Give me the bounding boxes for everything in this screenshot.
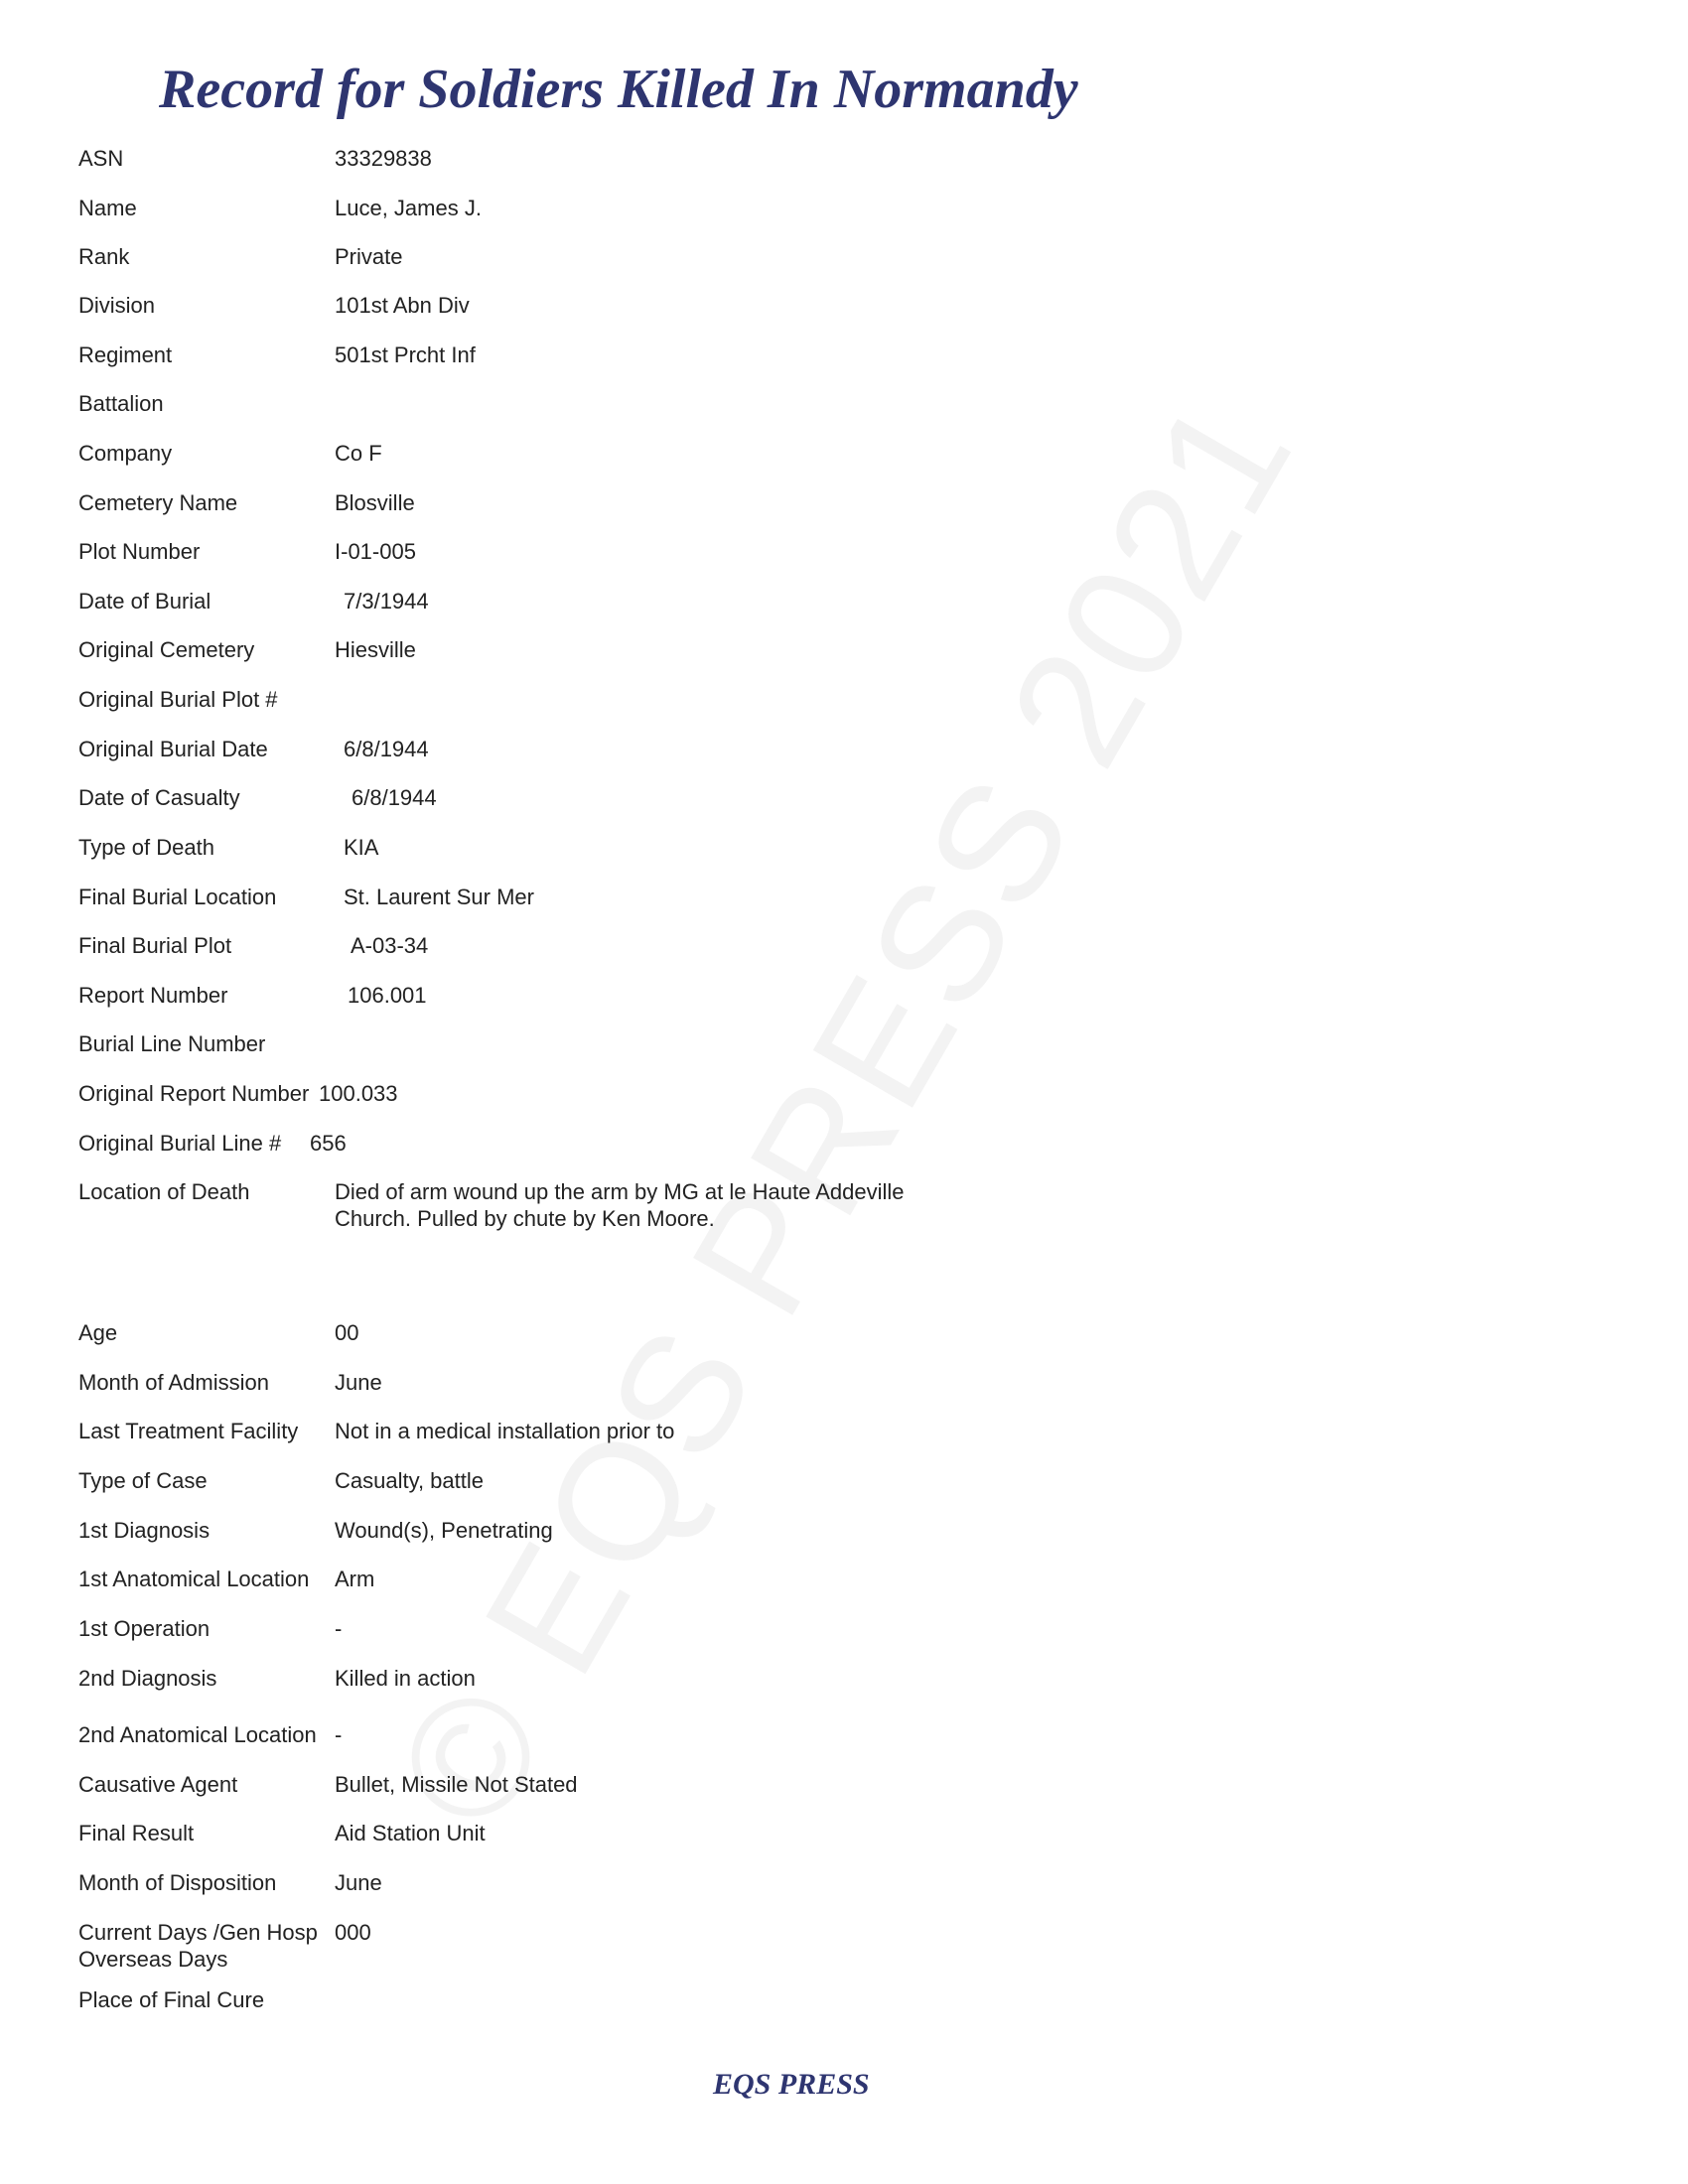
- field-value: Not in a medical installation prior to: [335, 1419, 675, 1443]
- field-label: 1st Operation: [78, 1616, 211, 1641]
- page-title: Record for Soldiers Killed In Normandy: [159, 59, 1078, 120]
- field-location-of-death: [0, 1178, 993, 1268]
- field-name: [0, 195, 993, 240]
- field-value: Arm: [335, 1567, 375, 1591]
- field-label: Division: [78, 293, 156, 318]
- field-label: Location of Death: [78, 1179, 250, 1204]
- field-report-number: [0, 982, 993, 1027]
- field-value: Blosville: [335, 490, 415, 515]
- field-value: 6/8/1944: [352, 785, 437, 810]
- field-label: Original Cemetery: [78, 637, 255, 662]
- field-value: Died of arm wound up the arm by MG at le Haute Addeville Church. Pulled by chute by Ken Moore.: [335, 1179, 905, 1231]
- field-original-burial-plot: [0, 686, 993, 732]
- field-regiment: [0, 341, 993, 387]
- field-place-of-final-cure: [0, 1986, 993, 2032]
- field-label: 1st Anatomical Location: [78, 1567, 310, 1591]
- field-original-report-number: [0, 1080, 993, 1126]
- field-value: 100.033: [319, 1081, 398, 1106]
- field-label: Plot Number: [78, 539, 201, 564]
- field-value: Co F: [335, 441, 382, 466]
- field-value: I-01-005: [335, 539, 416, 564]
- field-label: Final Burial Location: [78, 885, 277, 909]
- field-value: Wound(s), Penetrating: [335, 1518, 553, 1543]
- field-label: Current Days /Gen Hosp Overseas Days: [78, 1920, 318, 1972]
- field-value: 106.001: [348, 983, 427, 1008]
- field-label: Company: [78, 441, 173, 466]
- field-first-anatomical-location: [0, 1566, 993, 1611]
- field-value: Casualty, battle: [335, 1468, 485, 1493]
- field-value: 101st Abn Div: [335, 293, 470, 318]
- field-label: Final Result: [78, 1821, 195, 1845]
- field-month-of-disposition: [0, 1869, 993, 1915]
- field-last-treatment-facility: [0, 1418, 993, 1463]
- field-label: Original Burial Date: [78, 737, 268, 761]
- field-asn: [0, 145, 993, 191]
- field-label: Last Treatment Facility: [78, 1419, 299, 1443]
- field-value: -: [335, 1722, 343, 1747]
- field-value: -: [335, 1616, 343, 1641]
- field-value: Killed in action: [335, 1666, 476, 1691]
- field-label: Date of Casualty: [78, 785, 240, 810]
- field-label: Burial Line Number: [78, 1031, 266, 1056]
- field-value: 501st Prcht Inf: [335, 342, 476, 367]
- field-date-of-burial: [0, 588, 993, 633]
- field-value: Luce, James J.: [335, 196, 482, 220]
- field-label: Original Report Number: [78, 1081, 310, 1106]
- field-value: Private: [335, 244, 403, 269]
- field-value: 7/3/1944: [344, 589, 429, 614]
- field-value: 656: [310, 1131, 347, 1156]
- field-label: 2nd Diagnosis: [78, 1666, 217, 1691]
- field-rank: [0, 243, 993, 289]
- field-original-cemetery: [0, 636, 993, 682]
- field-label: ASN: [78, 146, 124, 171]
- field-company: [0, 440, 993, 485]
- field-label: Rank: [78, 244, 130, 269]
- field-value: 00: [335, 1320, 359, 1345]
- field-type-of-case: [0, 1467, 993, 1513]
- field-value: A-03-34: [351, 933, 429, 958]
- field-value: Aid Station Unit: [335, 1821, 486, 1845]
- field-original-burial-date: [0, 736, 993, 781]
- field-division: [0, 292, 993, 338]
- field-label: Final Burial Plot: [78, 933, 232, 958]
- field-type-of-death: [0, 834, 993, 880]
- field-label: Name: [78, 196, 137, 220]
- field-label: Original Burial Plot #: [78, 687, 278, 712]
- field-final-burial-plot: [0, 932, 993, 978]
- field-label: Type of Case: [78, 1468, 208, 1493]
- field-label: Type of Death: [78, 835, 214, 860]
- field-value: Hiesville: [335, 637, 416, 662]
- field-label: Date of Burial: [78, 589, 211, 614]
- field-first-operation: [0, 1615, 993, 1661]
- footer-publisher: EQS PRESS: [713, 2068, 870, 2101]
- field-value: 33329838: [335, 146, 432, 171]
- field-age: [0, 1319, 993, 1365]
- field-label: 2nd Anatomical Location: [78, 1722, 317, 1747]
- field-cemetery-name: [0, 489, 993, 535]
- field-label: Month of Admission: [78, 1370, 269, 1395]
- field-label: Regiment: [78, 342, 173, 367]
- field-value: KIA: [344, 835, 379, 860]
- field-month-of-admission: [0, 1369, 993, 1415]
- field-value: St. Laurent Sur Mer: [344, 885, 534, 909]
- field-label: 1st Diagnosis: [78, 1518, 211, 1543]
- field-value: June: [335, 1370, 382, 1395]
- field-current-days: [0, 1919, 993, 1975]
- field-original-burial-line: [0, 1130, 993, 1175]
- field-causative-agent: [0, 1771, 993, 1817]
- field-label: Month of Disposition: [78, 1870, 277, 1895]
- field-label: Original Burial Line #: [78, 1131, 282, 1156]
- field-label: Age: [78, 1320, 118, 1345]
- field-label: Battalion: [78, 391, 164, 416]
- field-first-diagnosis: [0, 1517, 993, 1563]
- field-burial-line-number: [0, 1030, 993, 1076]
- field-value: June: [335, 1870, 382, 1895]
- field-final-burial-location: [0, 884, 993, 929]
- field-value: 000: [335, 1920, 371, 1945]
- field-label: Report Number: [78, 983, 228, 1008]
- field-plot-number: [0, 538, 993, 584]
- field-second-diagnosis: [0, 1665, 993, 1710]
- field-date-of-casualty: [0, 784, 993, 830]
- field-label: Causative Agent: [78, 1772, 238, 1797]
- field-battalion: [0, 390, 993, 436]
- field-final-result: [0, 1820, 993, 1865]
- field-value: 6/8/1944: [344, 737, 429, 761]
- field-second-anatomical-location: [0, 1721, 993, 1767]
- field-value: Bullet, Missile Not Stated: [335, 1772, 578, 1797]
- field-label: Place of Final Cure: [78, 1987, 265, 2012]
- field-label: Cemetery Name: [78, 490, 238, 515]
